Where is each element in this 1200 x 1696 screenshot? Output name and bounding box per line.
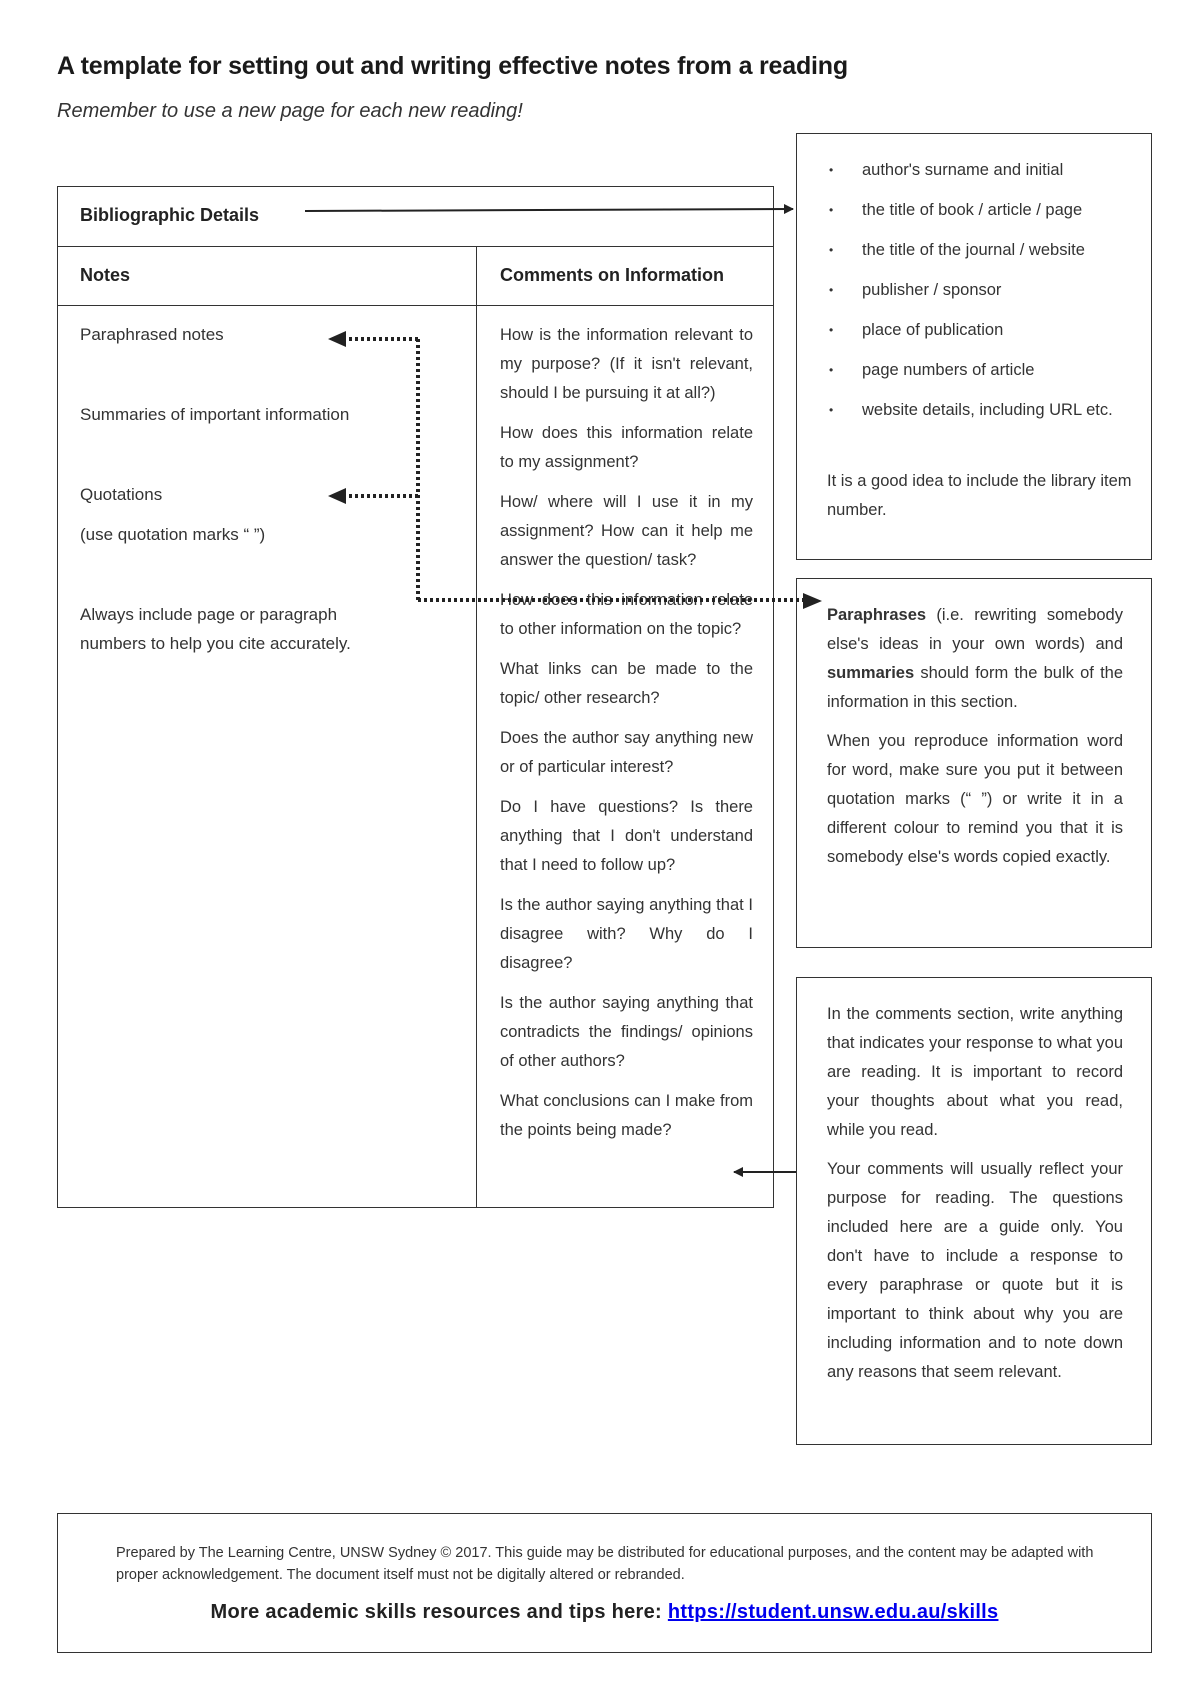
list-item-text: place of publication [862, 321, 1004, 339]
comment-question: How does this information relate to other information on the topic? [500, 591, 753, 638]
comment-question: How does this information relate to my assignment? [500, 424, 753, 471]
paraphrases-text: (i.e. rewriting somebody else's ideas in your own words) and [827, 606, 1123, 653]
more-resources-label: More academic skills resources and tips here: [210, 1601, 668, 1623]
comment-question: Do I have questions? Is there anything that I don't understand that I need to follow up? [500, 798, 753, 874]
list-item-text: website details, including URL etc. [862, 401, 1113, 419]
comment-question: Does the author say anything new or of particular interest? [500, 729, 753, 776]
bullet-icon: • [829, 203, 834, 217]
bullet-icon: • [829, 363, 834, 377]
list-item-text: author's surname and initial [862, 161, 1064, 179]
paraphrased-notes-label: Paraphrased notes [80, 325, 224, 344]
arrowhead-icon [328, 331, 346, 347]
list-item-text: page numbers of article [862, 361, 1035, 379]
list-item-text: publisher / sponsor [862, 281, 1002, 299]
summaries-label: Summaries of important information [80, 405, 350, 424]
comment-question: Is the author saying anything that contradicts the findings/ opinions of other authors? [500, 994, 753, 1070]
quotations-label: Quotations [80, 485, 163, 504]
bullet-icon: • [829, 323, 834, 337]
bibliography-arrow [305, 209, 793, 211]
comment-question: Is the author saying anything that I disagree with? Why do I disagree? [500, 896, 753, 972]
bullet-icon: • [829, 283, 834, 297]
list-item-text: the title of book / article / page [862, 201, 1083, 219]
page-title: A template for setting out and writing effective notes from a reading [57, 52, 848, 80]
comments-advice-paragraph: In the comments section, write anything that indicates your response to what you are reading. It is important to record your thoughts about what you read, while you read. [827, 1005, 1123, 1139]
list-item-text: the title of the journal / website [862, 241, 1085, 259]
comments-header: Comments on Information [500, 265, 724, 285]
comment-question: How/ where will I use it in my assignment? How can it help me answer the question/ task? [500, 493, 753, 569]
always-include-line-1: Always include page or paragraph [80, 605, 338, 624]
paraphrases-term: Paraphrases [827, 606, 927, 624]
quotation-advice: When you reproduce information word for word, make sure you put it between quotation marks (“ ”) or write it in a different colour to remind you that it is somebody else's words copied exactly. [827, 732, 1123, 866]
comment-question: What links can be made to the topic/ other research? [500, 660, 753, 707]
summaries-term: summaries [827, 664, 915, 682]
arrowhead-icon [803, 593, 822, 609]
bibliographic-details-label: Bibliographic Details [80, 205, 260, 225]
bullet-icon: • [829, 243, 834, 257]
bullet-icon: • [829, 403, 834, 417]
paraphrases-text-end: should form the bulk of the information in this section. [827, 664, 1123, 711]
comments-advice-paragraph: Your comments will usually reflect your purpose for reading. The questions included here are a guide only. You don't have to include a response to every paraphrase or quote but it is important to think about why you are including information and to note down any reasons that seem relevant. [827, 1160, 1123, 1381]
skills-link[interactable]: https://student.unsw.edu.au/skills [667, 1601, 999, 1623]
quotation-hint: (use quotation marks “ ”) [80, 525, 266, 544]
comment-question: How is the information relevant to my purpose? (If it isn't relevant, should I be pursuing it at all?) [500, 326, 753, 402]
always-include-line-2: numbers to help you cite accurately. [80, 634, 351, 653]
comment-question: What conclusions can I make from the points being made? [500, 1092, 753, 1139]
notes-header: Notes [80, 265, 131, 285]
copyright-notice: Prepared by The Learning Centre, UNSW Sydney © 2017. This guide may be distributed for educational purposes, and the content may be adapted with proper acknowledgement. The document itself must not be digitally altered or rebranded. [116, 1545, 1094, 1583]
notes-dotted-connector [342, 339, 805, 600]
page-subtitle: Remember to use a new page for each new reading! [57, 100, 523, 122]
arrowhead-icon [328, 488, 346, 504]
bullet-icon: • [829, 163, 834, 177]
library-item-tip: It is a good idea to include the library item number. [827, 472, 1132, 519]
